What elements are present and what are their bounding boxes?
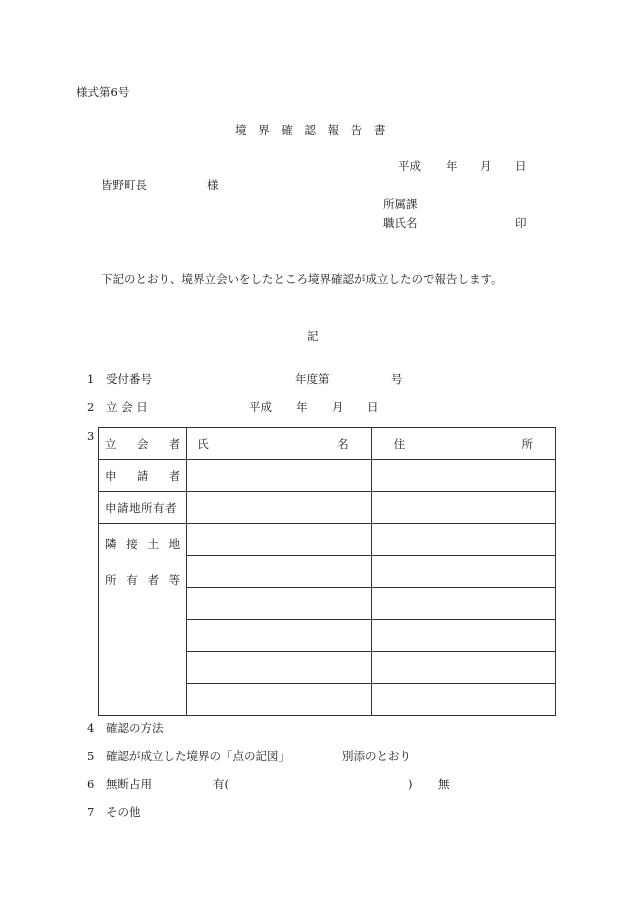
neighbor-address-cell[interactable] (371, 524, 555, 556)
applicant-name-cell[interactable] (187, 460, 371, 492)
date-year: 年 (446, 159, 458, 173)
header-address (371, 428, 555, 460)
header-attendee-char: 者 (168, 436, 181, 451)
header-attendee-char: 立 (105, 436, 117, 451)
header-name-char: 名 (337, 436, 349, 451)
attendees-table (98, 427, 556, 716)
neighbor-name-cell[interactable] (187, 588, 371, 620)
neighbor-address-cell[interactable] (371, 588, 555, 620)
neighbor-char: 地 (168, 537, 181, 551)
item-1-number: 1 (87, 372, 95, 386)
item-6-yes: 有( (213, 777, 229, 791)
neighbor-address-cell[interactable] (371, 652, 555, 684)
neighbor-char: 接 (126, 537, 138, 551)
date-day: 日 (515, 159, 527, 173)
owner-address-cell[interactable] (371, 492, 555, 524)
date-month: 月 (480, 159, 492, 173)
body-text: 下記のとおり、境界立会いをしたところ境界確認が成立したので報告します。 (101, 272, 503, 286)
neighbor-name-cell[interactable] (187, 620, 371, 652)
item-6-number: 6 (87, 777, 95, 791)
item-4-number: 4 (87, 721, 95, 735)
addressee-honorific: 様 (207, 178, 219, 192)
header-name-char: 氏 (197, 436, 209, 451)
applicant-char: 者 (168, 468, 181, 483)
neighbor-address-cell[interactable] (371, 684, 555, 716)
neighbor-name-cell[interactable] (187, 652, 371, 684)
date-era: 平成 (398, 159, 421, 173)
row-applicant-label (99, 460, 187, 492)
header-address-char: 所 (521, 436, 533, 451)
table-row (99, 460, 556, 492)
item-2-year: 年 (296, 400, 308, 414)
item-2-month: 月 (332, 400, 344, 414)
header-name (187, 428, 371, 460)
applicant-char: 請 (136, 468, 149, 483)
item-7-number: 7 (87, 805, 95, 819)
header-attendee-char: 会 (136, 436, 149, 451)
item-2-label: 立 会 日 (106, 400, 148, 414)
item-4-label: 確認の方法 (106, 721, 164, 735)
neighbor-name-cell[interactable] (187, 524, 371, 556)
dept-label: 所属課 (383, 197, 418, 211)
item-6-label: 無断占用 (106, 777, 152, 791)
neighbor-char: 者 (147, 573, 159, 587)
item-2-era: 平成 (249, 400, 272, 414)
owner-label: 申請地所有者 (105, 500, 177, 515)
neighbor-char: 隣 (105, 537, 117, 551)
applicant-address-cell[interactable] (371, 460, 555, 492)
item-3-number: 3 (87, 429, 95, 443)
neighbor-char: 土 (147, 537, 159, 551)
item-7-label: その他 (106, 805, 141, 819)
addressee-name: 皆野町長 (101, 178, 147, 192)
item-5-label: 確認が成立した境界の「点の記図」 (106, 749, 290, 763)
item-1-fiscal-year: 年度第 (295, 372, 330, 386)
row-owner-label (99, 492, 187, 524)
neighbor-char: 有 (126, 573, 138, 587)
row-neighbor-label (99, 524, 187, 716)
applicant-char: 申 (105, 468, 117, 483)
neighbor-address-cell[interactable] (371, 620, 555, 652)
name-label: 職氏名 (383, 216, 418, 230)
neighbor-char: 等 (168, 573, 181, 587)
neighbor-name-cell[interactable] (187, 556, 371, 588)
item-1-label: 受付番号 (106, 372, 152, 386)
item-5-value: 別添のとおり (342, 749, 411, 763)
seal-mark: 印 (515, 216, 527, 230)
item-2-day: 日 (367, 400, 379, 414)
table-row (99, 492, 556, 524)
owner-name-cell[interactable] (187, 492, 371, 524)
item-5-number: 5 (87, 749, 95, 763)
form-number: 様式第6号 (76, 85, 130, 99)
item-6-close-paren: ) (408, 777, 413, 791)
table-header-row (99, 428, 556, 460)
header-address-char: 住 (393, 436, 406, 451)
neighbor-char: 所 (105, 573, 117, 587)
item-6-no: 無 (438, 777, 450, 791)
header-attendee (99, 428, 187, 460)
neighbor-name-cell[interactable] (187, 684, 371, 716)
neighbor-address-cell[interactable] (371, 556, 555, 588)
item-2-number: 2 (87, 400, 95, 414)
document-title: 境 界 確 認 報 告 書 (235, 123, 390, 137)
table-row (99, 524, 556, 556)
ki-heading: 記 (307, 329, 319, 343)
item-1-go: 号 (391, 372, 403, 386)
